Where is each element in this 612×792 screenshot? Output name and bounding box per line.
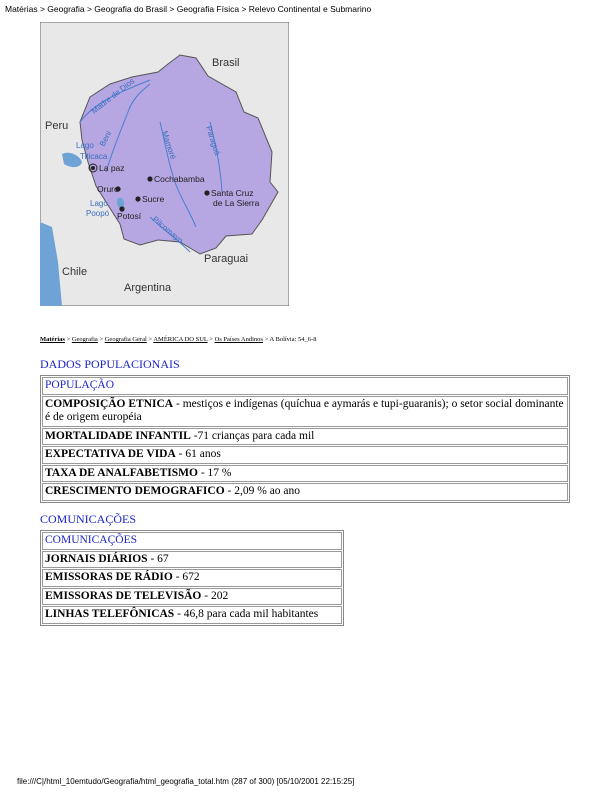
crumb-paises-andinos[interactable]: Os Países Andinos [214, 336, 263, 343]
text-populacionais-rows-3-text: - 17 % [197, 466, 232, 479]
populacao-header: POPULAÇÃO [42, 377, 568, 395]
comunicacoes-title: COMUNICAÇÕES [40, 512, 137, 526]
crumb-materias[interactable]: Matérias [40, 336, 65, 343]
label-oruro: Oruro [97, 184, 119, 194]
city-cochabamba-marker [147, 176, 152, 181]
label-peru: Peru [45, 120, 69, 132]
text-comunicacoes-rows-1-text: - 672 [172, 571, 200, 583]
label-brasil: Brasil [212, 57, 240, 69]
bolivia-map [40, 22, 289, 306]
text-page_breadcrumb-sep: > [97, 336, 105, 343]
text-populacionais-rows-0-text: - mestiços e indígenas (quíchua e aymarás e tupi-guaranis); o setor social dominante é de origem européia [45, 397, 564, 423]
text-populacionais-rows-3-label: TAXA DE ANALFABETISMO [45, 466, 198, 479]
top-breadcrumb: Matérias > Geografia > Geografia do Brasil > Geografia Física > Relevo Continental e Submarino [5, 4, 372, 14]
text-page_breadcrumb-sep: > [64, 336, 72, 343]
crumb-geografia[interactable]: Geografia [71, 336, 98, 343]
table-row [42, 569, 342, 587]
text-populacionais-rows-0-label: COMPOSIÇÃO ETNICA [45, 397, 174, 410]
table-row [42, 483, 568, 501]
label-beni: Beni [97, 129, 114, 148]
label-paraguai: Paraguai [204, 253, 249, 265]
label-poopo: Poopó [86, 209, 110, 218]
text-comunicacoes-rows-0-label: JORNAIS DIÁRIOS [45, 552, 148, 565]
crumb-geografia-geral[interactable]: Geografia Geral [104, 336, 147, 343]
label-parague: Paraguá [204, 124, 223, 157]
table-row [42, 588, 342, 606]
text-comunicacoes-rows-2-label: EMISSORAS DE TELEVISÃO [45, 589, 202, 602]
text-page_breadcrumb-sep: > [146, 336, 154, 343]
text-comunicacoes-rows-1-label: EMISSORAS DE RÁDIO [45, 571, 173, 583]
table-row [42, 428, 568, 446]
text-populacionais-rows-1-text: -71 crianças para cada mil [190, 429, 315, 442]
comunicacoes-header: COMUNICAÇÕES [42, 532, 342, 550]
text-comunicacoes-rows-3-text: - 46,8 para cada mil habitantes [174, 608, 319, 620]
label-mamore: Mamoré [160, 129, 178, 161]
text-populacionais-rows-2-text: - 61 anos [175, 448, 221, 460]
city-santa-cruz-marker [204, 190, 209, 195]
label-de-la-sierra: de La Sierra [213, 198, 260, 208]
label-lago: Lago [76, 141, 94, 150]
page-breadcrumb [40, 336, 316, 343]
city-sucre-marker [135, 196, 140, 201]
text-populacionais-rows-4-text: - 2,09 % ao ano [224, 485, 301, 497]
table-row [42, 465, 568, 483]
text-comunicacoes-rows-3-label: LINHAS TELEFÔNICAS [45, 608, 175, 620]
crumb-current: > A Bolívia: 54_6-8 [262, 336, 317, 343]
table-row [42, 606, 342, 624]
text-comunicacoes-rows-0-text: - 67 [147, 552, 169, 565]
label-sucre: Sucre [142, 194, 165, 204]
label-santa-cruz: Santa Cruz [211, 188, 254, 198]
text-populacionais-rows-2-label: EXPECTATIVA DE VIDA [45, 448, 176, 460]
populacao-table [40, 375, 570, 503]
label-lago-2: Lago [90, 199, 108, 208]
label-la-paz: La paz [99, 163, 125, 173]
label-chile: Chile [62, 266, 88, 278]
label-potosi: Potosí [117, 211, 142, 221]
label-madre-de-dios: Madre de Dios [89, 76, 137, 116]
comunicacoes-table [40, 530, 344, 626]
label-pilcomayo: Pilcomayo [150, 214, 185, 246]
populacionais-title: DADOS POPULACIONAIS [40, 357, 180, 371]
table-row [42, 446, 568, 464]
text-populacionais-rows-4-label: CRESCIMENTO DEMOGRAFICO [45, 485, 225, 497]
label-cochabamba: Cochabamba [154, 174, 205, 184]
footer-url: file:///C|/html_10emtudo/Geografia/html_geografia_total.htm (287 of 300) [05/10/2001 22:15:25] [17, 777, 355, 786]
text-comunicacoes-rows-2-text: - 202 [201, 589, 229, 602]
text-populacionais-rows-1-label: MORTALIDADE INFANTIL [45, 429, 191, 442]
text-page_breadcrumb-sep: > [207, 336, 215, 343]
crumb-america-do-sul[interactable]: AMÉRICA DO SUL [153, 336, 208, 343]
table-row [42, 396, 568, 427]
label-titicaca: Titicaca [80, 152, 108, 161]
label-argentina: Argentina [124, 282, 172, 294]
table-row [42, 551, 342, 569]
